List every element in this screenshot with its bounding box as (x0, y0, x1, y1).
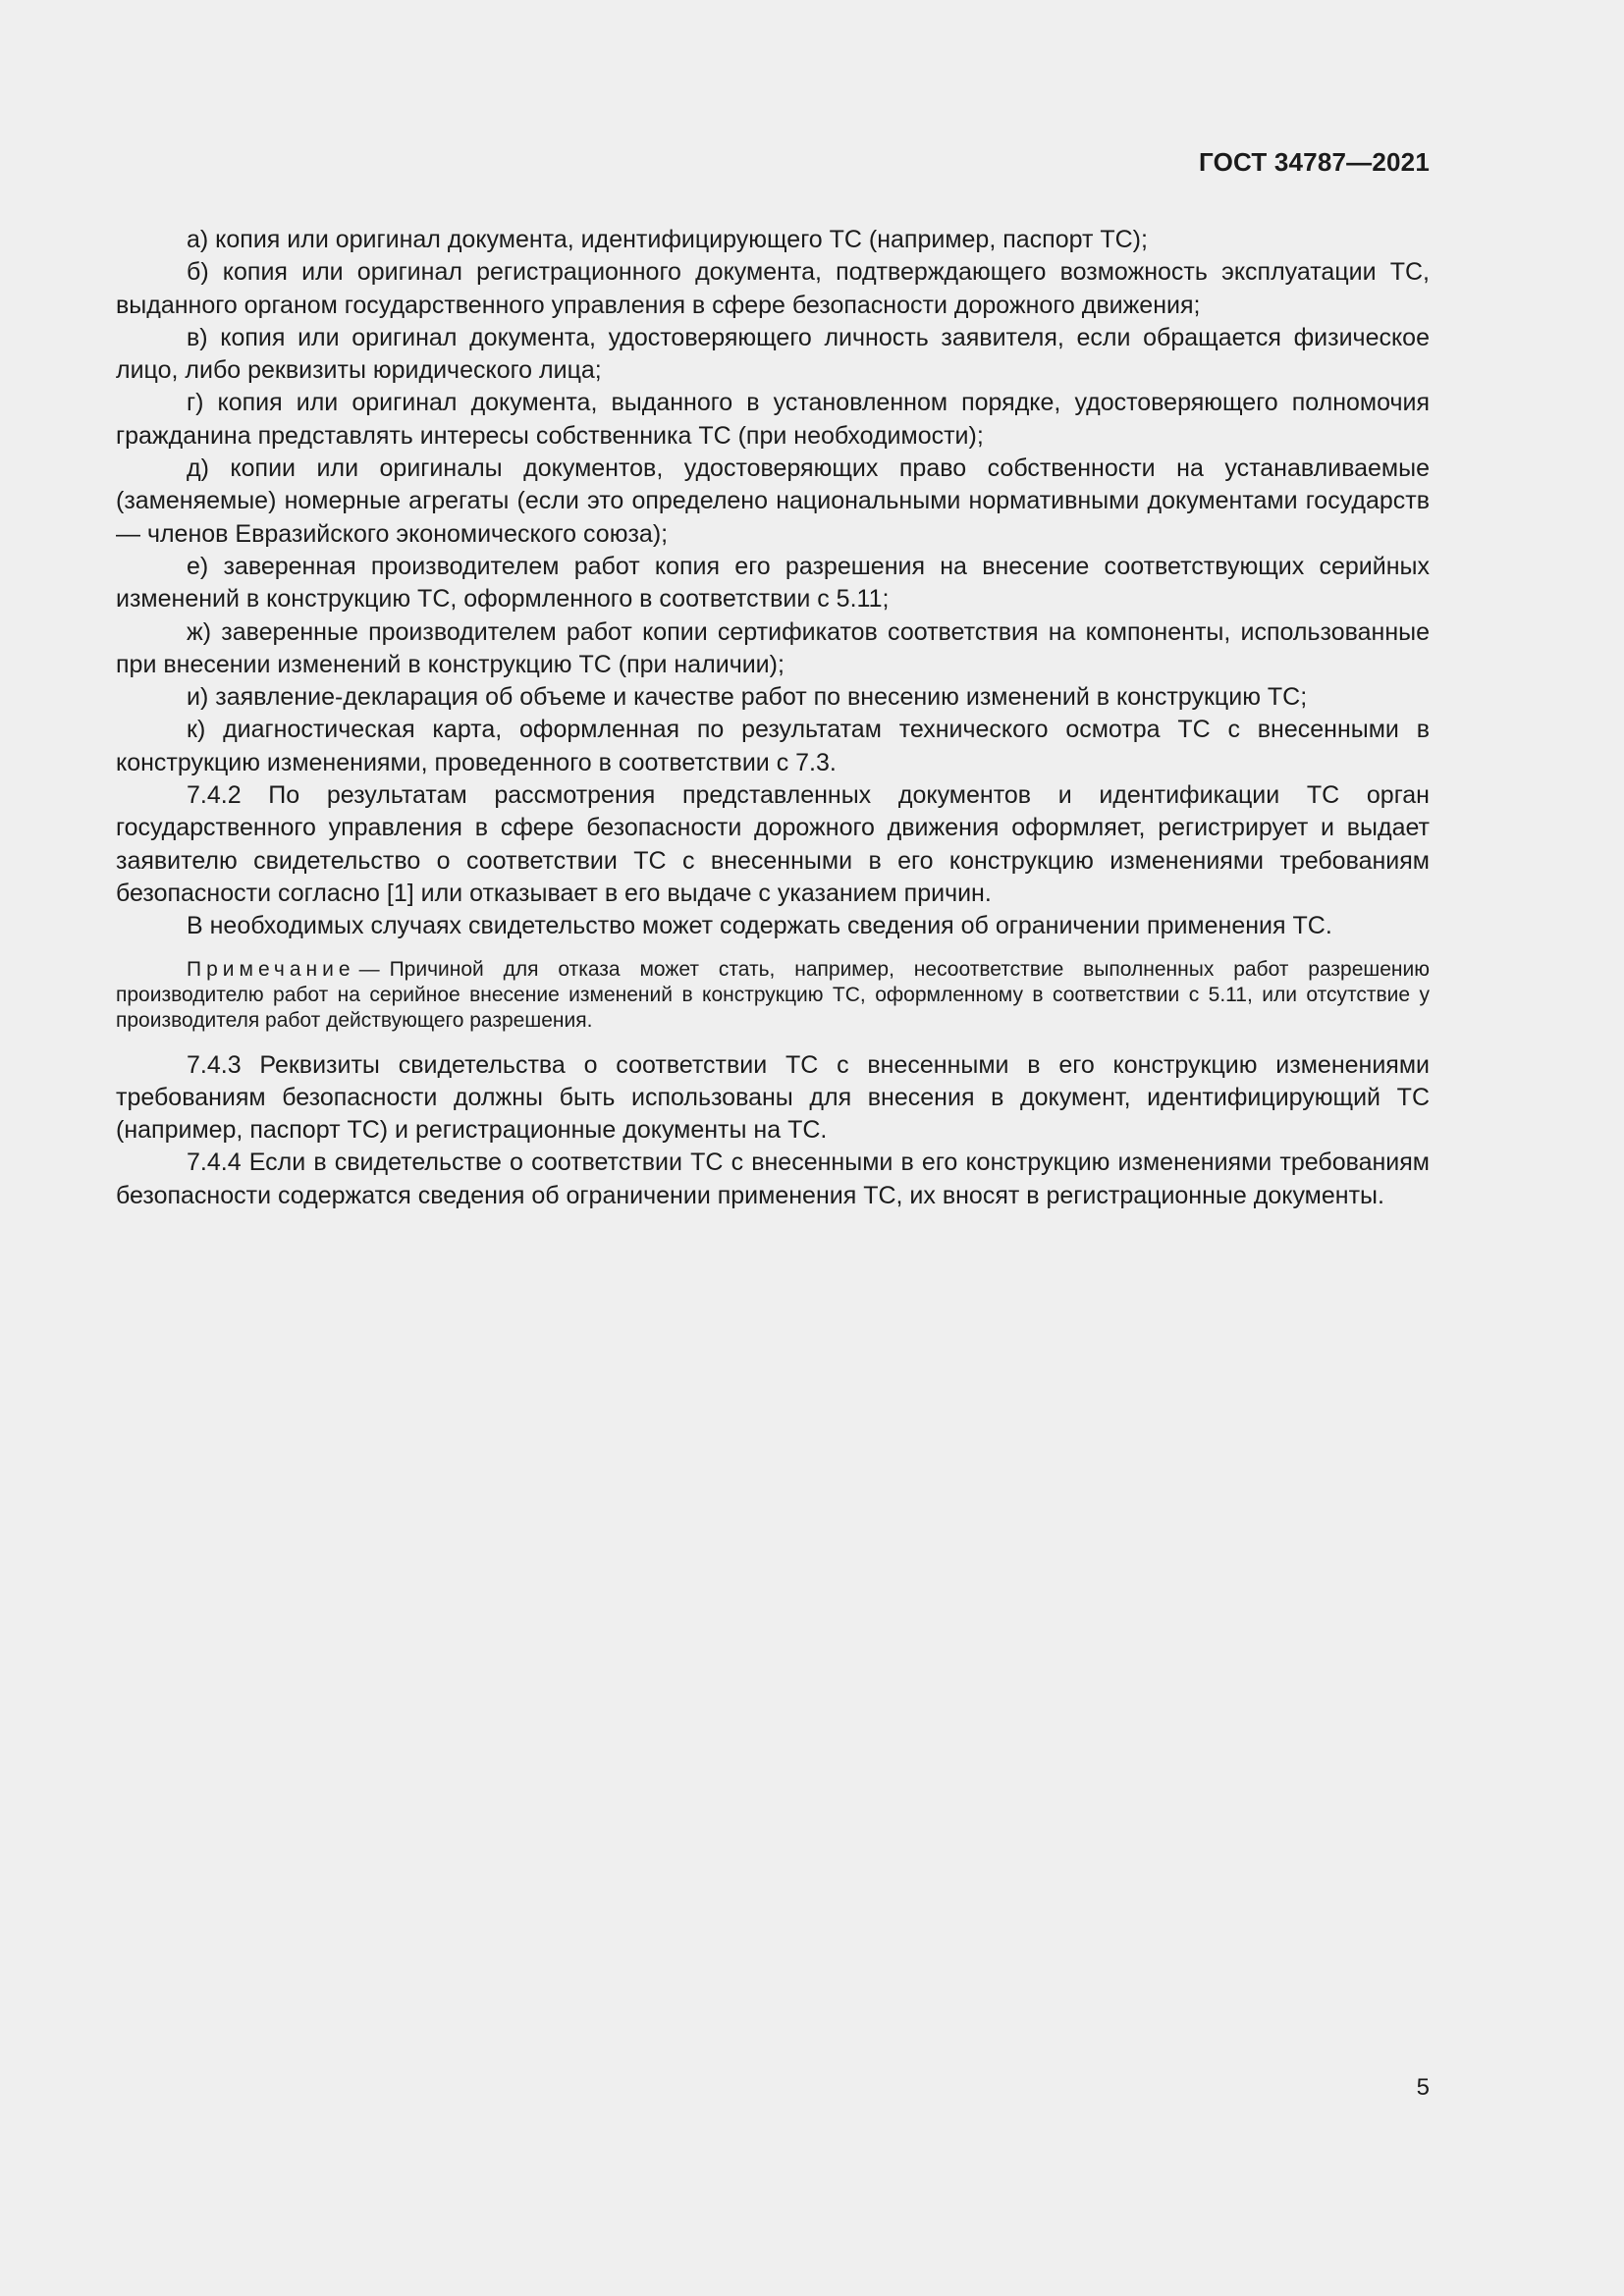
list-item-v: в) копия или оригинал документа, удостоверяющего личность заявителя, если обращается физическое лицо, либо реквизиты юридического лица; (116, 323, 1430, 385)
list-item-zh: ж) заверенные производителем работ копии сертификатов соответствия на компоненты, использованные при внесении изменений в конструкцию ТС (при наличии); (116, 617, 1430, 678)
list-item-g: г) копия или оригинал документа, выданного в установленном порядке, удостоверяющего полномочия гражданина представлять интересы собственника ТС (при необходимости); (116, 389, 1430, 450)
clause-7-4-4: 7.4.4 Если в свидетельстве о соответствии ТС с внесенными в его конструкцию изменениями требованиям безопасности содержатся сведения об ограничении применения ТС, их вносят в регистрационные документы. (116, 1148, 1430, 1209)
note-dash: — (358, 957, 380, 981)
note-label: Примечание (187, 957, 355, 981)
list-item-e: е) заверенная производителем работ копия его разрешения на внесение соответствующих серийных изменений в конструкцию ТС, оформленного в соответствии с 5.11; (116, 552, 1430, 614)
clause-7-4-2: 7.4.2 По результатам рассмотрения представленных документов и идентификации ТС орган государственного управления в сфере безопасности дорожного движения оформляет, регистрирует и выдает заявителю свидетельство о соответствии ТС с внесенными в его конструкцию изменениями требованиям безопасности согласно [1] или отказывает в его выдаче с указанием причин. (116, 781, 1430, 907)
list-item-k: к) диагностическая карта, оформленная по результатам технического осмотра ТС с внесенными в конструкцию изменениями, проведенного в соответствии с 7.3. (116, 716, 1430, 776)
page-number: 5 (1416, 2074, 1430, 2101)
list-item-i: и) заявление-декларация об объеме и качестве работ по внесению изменений в конструкцию ТС; (187, 683, 1308, 712)
list-item-d: д) копии или оригиналы документов, удостоверяющих право собственности на устанавливаемые (заменяемые) номерные агрегаты (если это определено национальными нормативными документами государств — членов Евразийского экономического союза); (116, 454, 1430, 548)
list-item-b: б) копия или оригинал регистрационного документа, подтверждающего возможность эксплуатации ТС, выданного органом государственного управления в сфере безопасности дорожного движения; (116, 258, 1430, 319)
clause-7-4-2-continuation: В необходимых случаях свидетельство может содержать сведения об ограничении применения ТС. (187, 912, 1332, 940)
document-body (116, 224, 1430, 1212)
list-item-a: а) копия или оригинал документа, идентифицирующего ТС (например, паспорт ТС); (187, 226, 1148, 253)
note-text: Причиной для отказа может стать, например, несоответствие выполненных работ разрешению производителю работ на серийное внесение изменений в конструкцию ТС, оформленному в соответствии с 5.11, или отсутствие у производителя работ действующего разрешения. (116, 957, 1430, 1032)
clause-7-4-3: 7.4.3 Реквизиты свидетельства о соответствии ТС с внесенными в его конструкцию изменениями требованиям безопасности должны быть использованы для внесения в документ, идентифицирующий ТС (например, паспорт ТС) и регистрационные документы на ТС. (116, 1050, 1430, 1145)
document-code: ГОСТ 34787—2021 (1199, 147, 1430, 177)
note (116, 957, 1430, 1034)
